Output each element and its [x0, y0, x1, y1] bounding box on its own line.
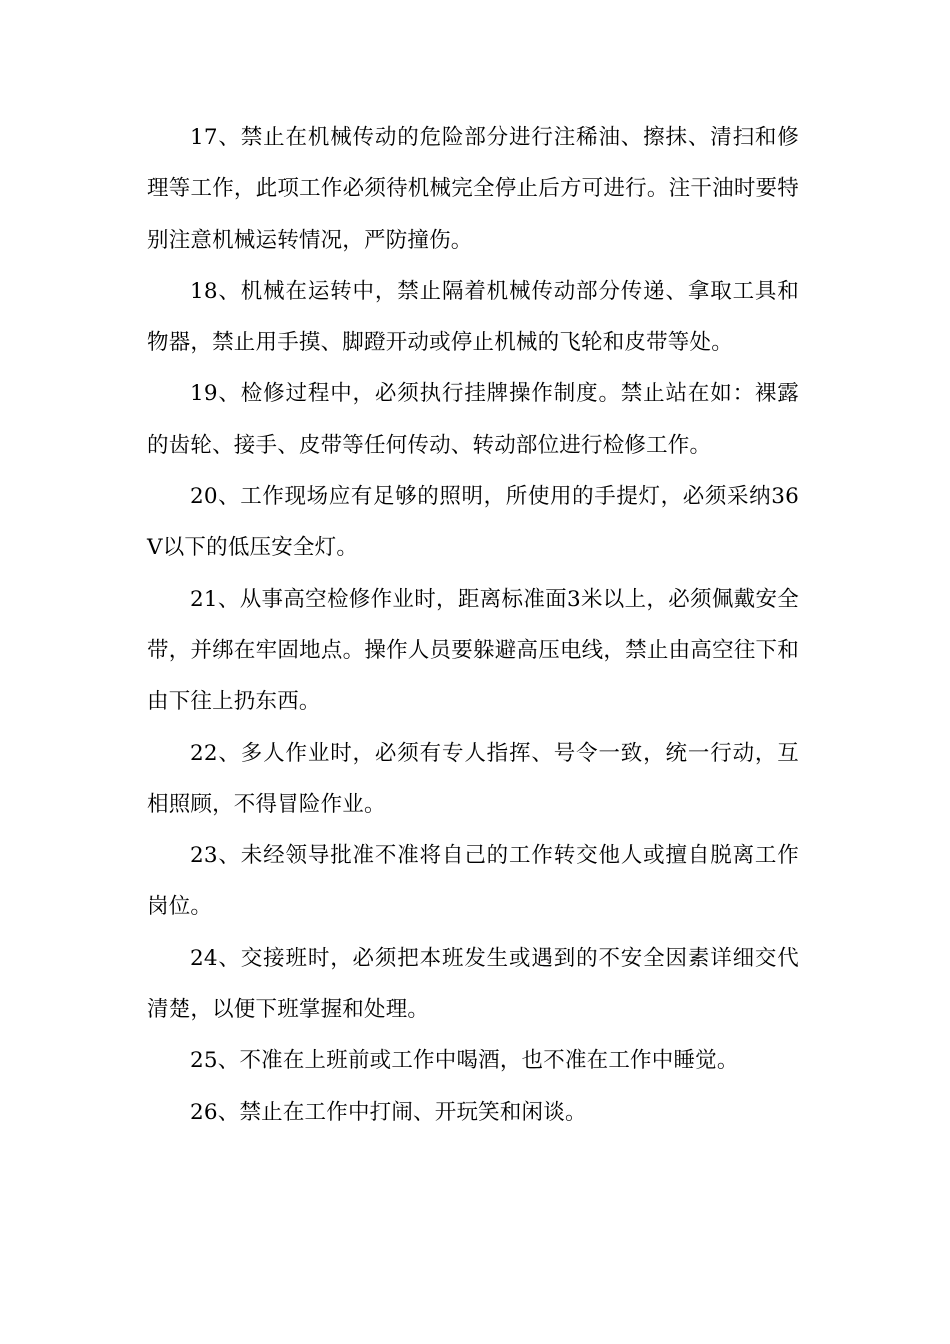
document-body — [147, 112, 799, 1138]
rule-paragraph-21: 21、从事高空检修作业时，距离标准面3米以上，必须佩戴安全带，并绑在牢固地点。操作人员要躲避高压电线，禁止由高空往下和由下往上扔东西。 — [147, 586, 799, 715]
rule-paragraph-18: 18、机械在运转中，禁止隔着机械传动部分传递、拿取工具和物器，禁止用手摸、脚蹬开动或停止机械的飞轮和皮带等处。 — [147, 278, 799, 356]
rule-paragraph-17: 17、禁止在机械传动的危险部分进行注稀油、擦抹、清扫和修理等工作，此项工作必须待机械完全停止后方可进行。注干油时要特别注意机械运转情况，严防撞伤。 — [147, 125, 799, 253]
rule-paragraph-22: 22、多人作业时，必须有专人指挥、号令一致，统一行动，互相照顾，不得冒险作业。 — [147, 740, 799, 817]
rule-paragraph-20: 20、工作现场应有足够的照明，所使用的手提灯，必须采纳36V以下的低压安全灯。 — [147, 484, 799, 561]
rule-paragraph-23: 23、未经领导批准不准将自己的工作转交他人或擅自脱离工作岗位。 — [147, 843, 799, 920]
rule-paragraph-24: 24、交接班时，必须把本班发生或遇到的不安全因素详细交代清楚，以便下班掌握和处理。 — [147, 945, 799, 1023]
rule-paragraph-25: 25、不准在上班前或工作中喝酒，也不准在工作中睡觉。 — [190, 1048, 739, 1074]
rule-paragraph-19: 19、检修过程中，必须执行挂牌操作制度。禁止站在如：裸露的齿轮、接手、皮带等任何传动、转动部位进行检修工作。 — [147, 381, 799, 458]
rule-paragraph-26: 26、禁止在工作中打闹、开玩笑和闲谈。 — [190, 1099, 587, 1125]
